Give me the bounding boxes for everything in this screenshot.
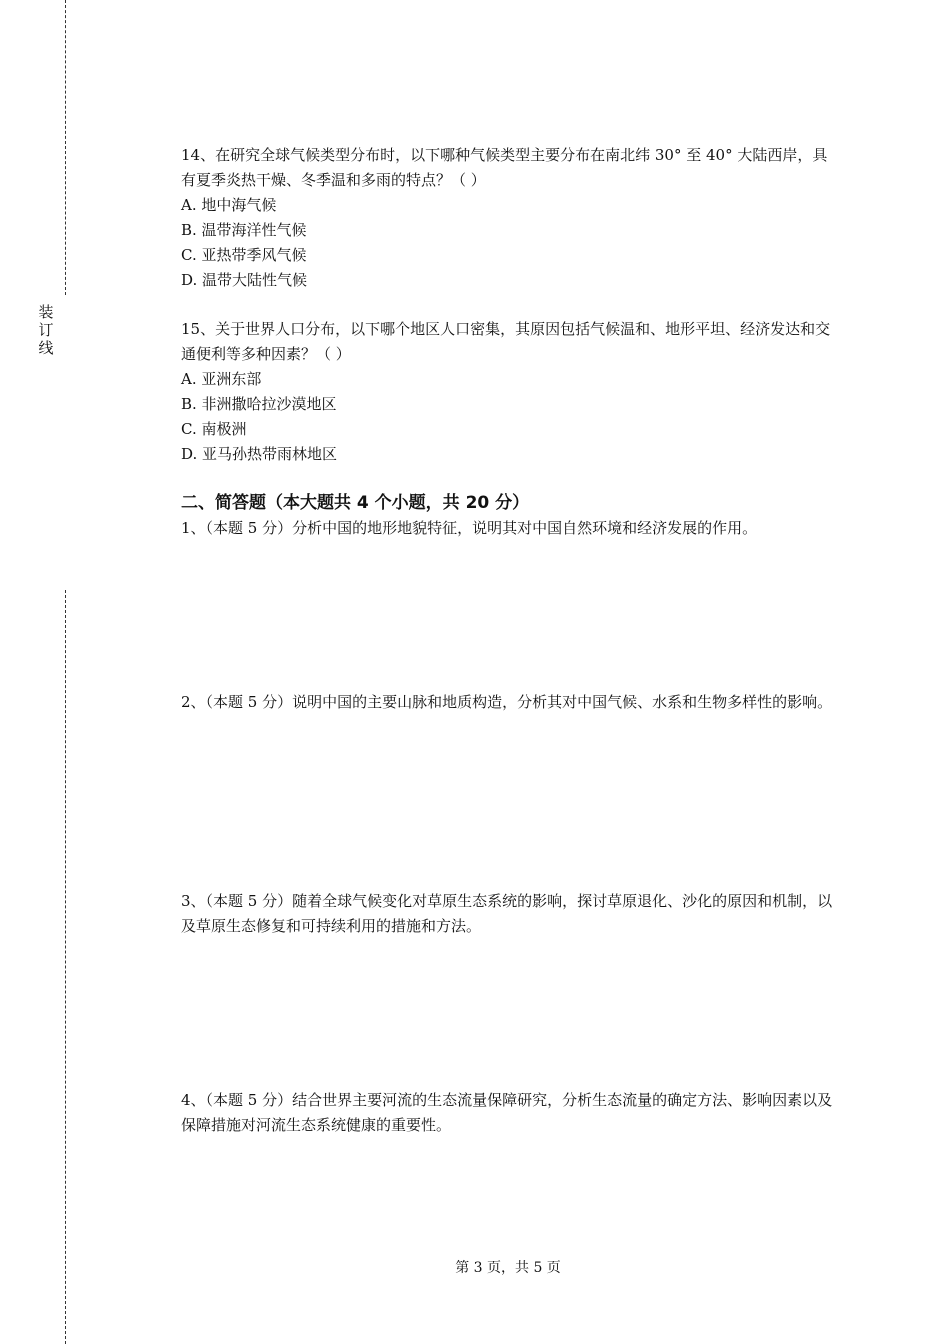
option-c: C. 南极洲 <box>181 420 247 438</box>
binding-char-2: 订 <box>38 321 54 339</box>
binding-line-bottom <box>65 590 66 1344</box>
binding-label <box>36 303 56 357</box>
binding-char-3: 线 <box>38 339 54 357</box>
option-b: B. 温带海洋性气候 <box>181 221 307 239</box>
short-answer-2: 2、（本题 5 分）说明中国的主要山脉和地质构造，分析其对中国气候、水系和生物多样性的影响。 <box>181 693 833 711</box>
binding-line-top <box>65 0 66 295</box>
question-14 <box>181 143 837 293</box>
short-answer-3: 3、（本题 5 分）随着全球气候变化对草原生态系统的影响，探讨草原退化、沙化的原因和机制，以及草原生态修复和可持续利用的措施和方法。 <box>181 892 833 935</box>
option-c: C. 亚热带季风气候 <box>181 246 307 264</box>
short-answer-4: 4、（本题 5 分）结合世界主要河流的生态流量保障研究，分析生态流量的确定方法、影响因素以及保障措施对河流生态系统健康的重要性。 <box>181 1091 833 1134</box>
section-title: 二、简答题（本大题共 4 个小题，共 20 分） <box>181 493 530 513</box>
binding-char-1: 装 <box>38 303 54 321</box>
question-stem: 14、在研究全球气候类型分布时，以下哪种气候类型主要分布在南北纬 30° 至 40° 大陆西岸，具有夏季炎热干燥、冬季温和多雨的特点？（ ） <box>181 146 828 189</box>
short-answer-1: 1、（本题 5 分）分析中国的地形地貌特征，说明其对中国自然环境和经济发展的作用。 <box>181 519 758 537</box>
option-d: D. 亚马孙热带雨林地区 <box>181 445 338 463</box>
question-15 <box>181 317 837 467</box>
question-stem: 15、关于世界人口分布，以下哪个地区人口密集，其原因包括气候温和、地形平坦、经济发达和交通便利等多种因素？（ ） <box>181 320 831 363</box>
page-footer: 第 3 页，共 5 页 <box>455 1260 561 1276</box>
option-a: A. 地中海气候 <box>181 196 277 214</box>
option-d: D. 温带大陆性气候 <box>181 271 308 289</box>
option-a: A. 亚洲东部 <box>181 370 262 388</box>
option-b: B. 非洲撒哈拉沙漠地区 <box>181 395 337 413</box>
